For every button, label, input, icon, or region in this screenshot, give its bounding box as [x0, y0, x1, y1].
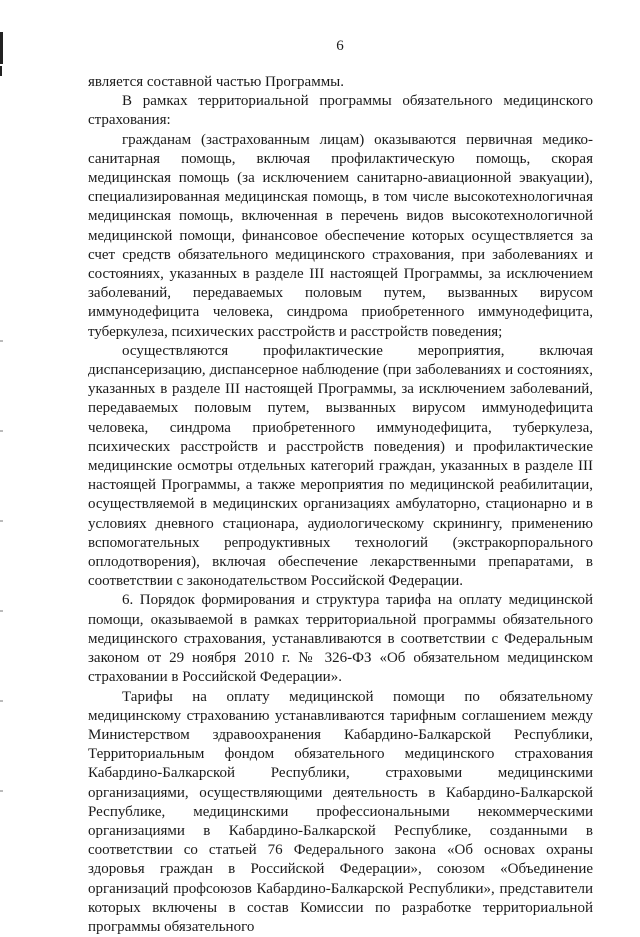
paragraph-oms-intro: В рамках территориальной программы обязательного медицинского страхования: — [88, 92, 593, 130]
paragraph-tariff-agreement: Тарифы на оплату медицинской помощи по обязательному медицинскому страхованию устанавливаются тарифным соглашением между Министерством здравоохранения Кабардино-Балкарской Республики, Территориальным фондом обязательного медицинского страхования Кабардино-Балкарской Республики, страховыми медицинскими организациями, осуществляющими деятельность в Кабардино-Балкарской Республике, медицинскими профессиональными некоммерческими организациями в Кабардино-Балкарской Республике, созданными в соответствии со статьей 76 Федерального закона «Об основах охраны здоровья граждан в Российской Федерации», союзом «Объединение организаций профсоюзов Кабардино-Балкарской Республики», представители которых включены в состав Комиссии по разработке территориальной программы обязательного — [88, 688, 593, 937]
scan-edge-artifacts — [0, 300, 3, 820]
page-number: 6 — [0, 38, 640, 55]
scan-mark — [0, 66, 2, 76]
paragraph-tariff-structure: 6. Порядок формирования и структура тарифа на оплату медицинской помощи, оказываемой в рамках территориальной программы обязательного медицинского страхования, устанавливаются в соответствии с Федеральным законом от 29 ноября 2010 г. № 326-ФЗ «Об обязательном медицинском страховании в Российской Федерации». — [88, 591, 593, 687]
document-body — [88, 73, 593, 937]
paragraph-continuation: является составной частью Программы. — [88, 73, 593, 92]
paragraph-citizens-care: гражданам (застрахованным лицам) оказываются первичная медико-санитарная помощь, включая профилактическую помощь, скорая медицинская помощь (за исключением санитарно-авиационной эвакуации), специализированная медицинская помощь, в том числе высокотехнологичная медицинская помощь, включенная в перечень видов высокотехнологичной медицинской помощи, финансовое обеспечение которых осуществляется за счет средств обязательного медицинского страхования, при заболеваниях и состояниях, указанных в разделе III настоящей Программы, за исключением заболеваний, передаваемых половым путем, вызванных вирусом иммунодефицита человека, синдрома приобретенного иммунодефицита, туберкулеза, психических расстройств и расстройств поведения; — [88, 131, 593, 342]
paragraph-preventive-measures: осуществляются профилактические мероприятия, включая диспансеризацию, диспансерное наблюдение (при заболеваниях и состояниях, указанных в разделе III настоящей Программы, за исключением заболеваний, передаваемых половым путем, вызванных вирусом иммунодефицита человека, синдрома приобретенного иммунодефицита, туберкулеза, психических расстройств и расстройств поведения) и профилактические медицинские осмотры отдельных категорий граждан, указанных в разделе III настоящей Программы, а также мероприятия по медицинской реабилитации, осуществляемой в медицинских организациях амбулаторно, стационарно и в условиях дневного стационара, аудиологическому скринингу, применению вспомогательных репродуктивных технологий (экстракорпорального оплодотворения), включая обеспечение лекарственными препаратами, в соответствии с законодательством Российской Федерации. — [88, 342, 593, 592]
